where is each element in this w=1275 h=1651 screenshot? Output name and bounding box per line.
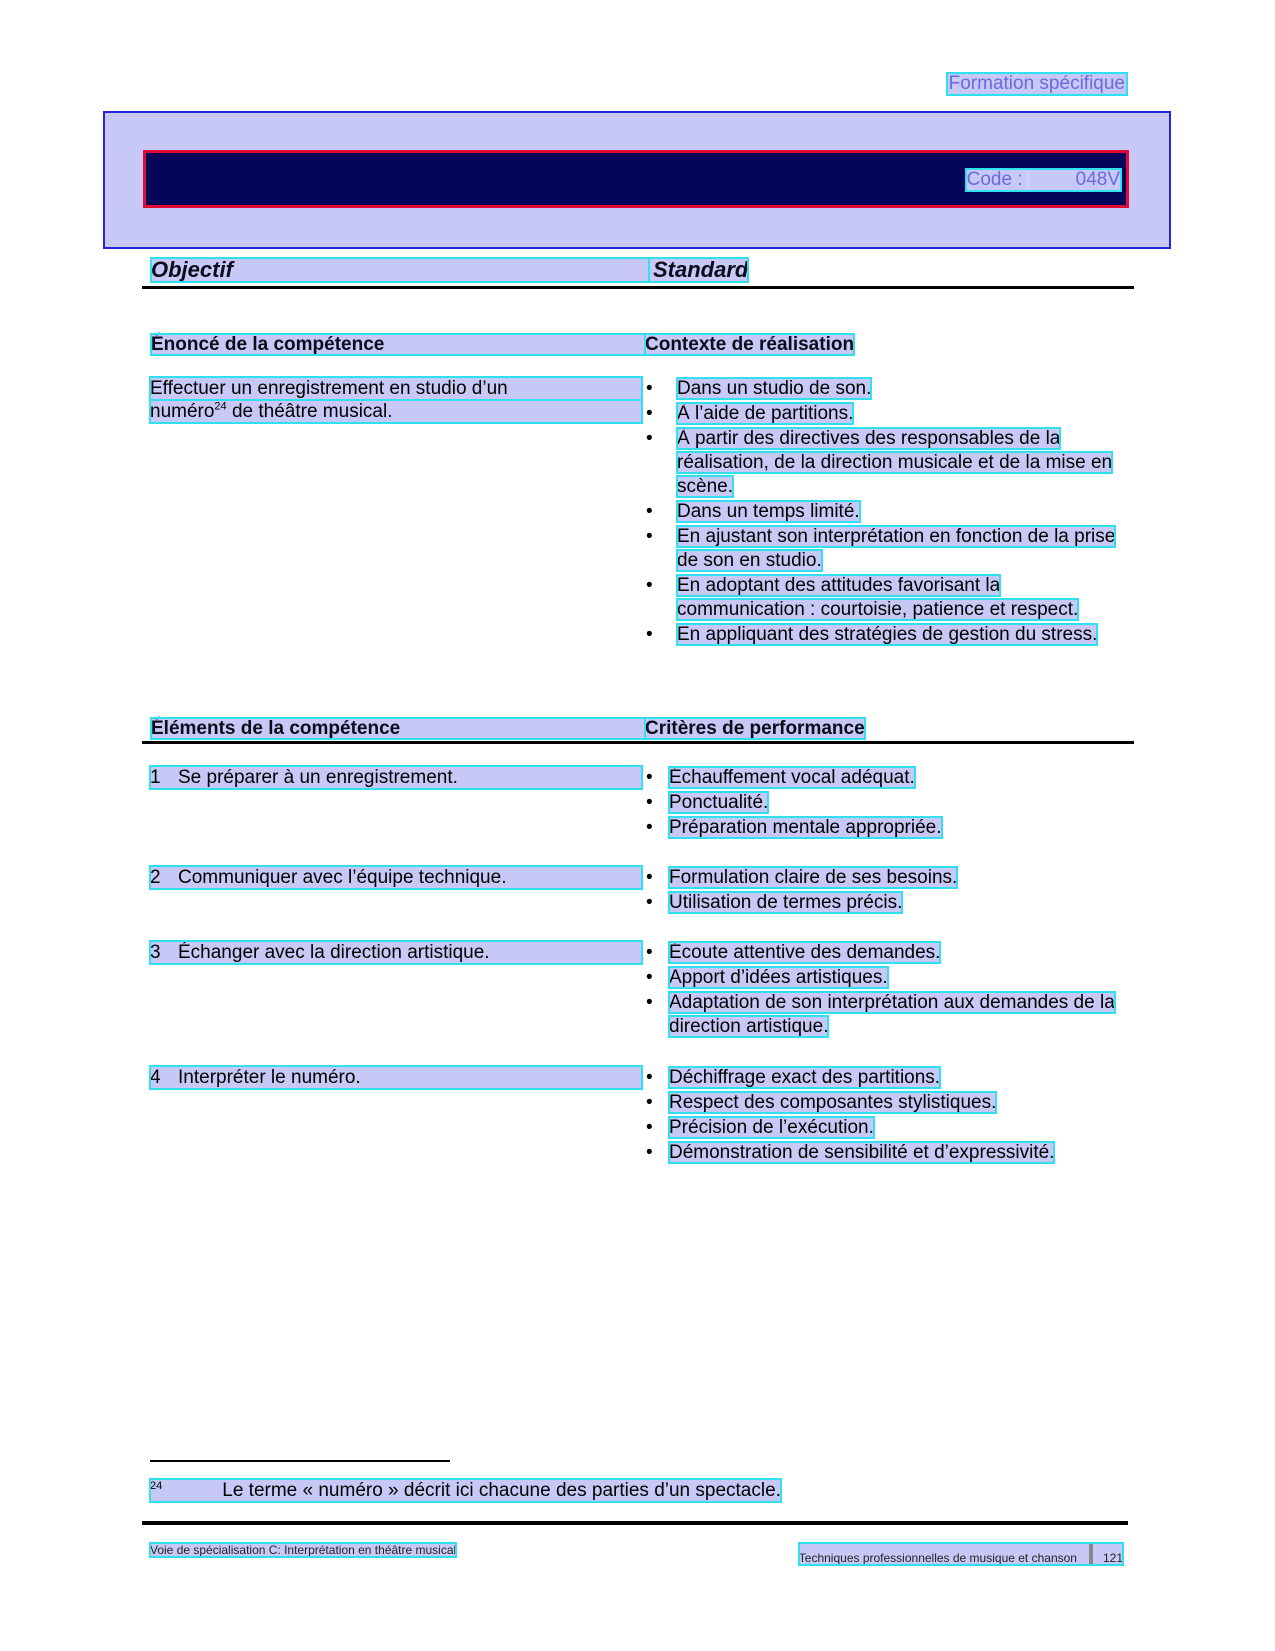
code-label: Code : <box>966 169 1023 190</box>
criteria-list-3 <box>646 941 1126 1040</box>
criterion-text: Démonstration de sensibilité et d’expressivité. <box>669 1142 1055 1163</box>
criteria-list-2 <box>646 866 1126 916</box>
context-item-text: À l’aide de partitions. <box>677 403 854 424</box>
footnote-ref-24: 24 <box>214 400 227 413</box>
list-item <box>646 1091 1126 1115</box>
statement-line-1: Effectuer un enregistrement en studio d’un <box>150 377 642 400</box>
context-item-text: Dans un temps limité. <box>677 501 860 522</box>
list-item <box>646 500 1126 524</box>
list-item <box>646 866 1126 890</box>
element-label: Échanger avec la direction artistique. <box>178 942 490 963</box>
statement-line-2 <box>150 400 642 423</box>
code-value: 048V <box>1075 169 1120 190</box>
context-item-text: En adoptant des attitudes favorisant la communication : courtoisie, patience et respect. <box>677 575 1079 620</box>
list-item <box>646 891 1126 915</box>
statement-line-2-pre: numéro <box>150 401 215 422</box>
element-number: 1 <box>150 767 161 788</box>
list-item <box>646 377 1126 401</box>
list-item <box>646 966 1126 990</box>
elements-heading: Éléments de la compétence <box>151 718 645 739</box>
criterion-text: Utilisation de termes précis. <box>669 892 903 913</box>
standard-heading: Standard <box>649 258 748 282</box>
footnote-number: 24 <box>150 1479 163 1492</box>
list-item <box>646 766 1126 790</box>
list-item <box>646 991 1126 1039</box>
elements-rule <box>142 741 1134 744</box>
footnote-rule <box>150 1460 450 1462</box>
criterion-text: Ponctualité. <box>669 792 769 813</box>
footer-left: Voie de spécialisation C: Interprétation en théâtre musical <box>150 1543 457 1557</box>
element-label: Se préparer à un enregistrement. <box>178 767 458 788</box>
criterion-text: Formulation claire de ses besoins. <box>669 867 958 888</box>
page-number: 121 <box>1102 1551 1123 1565</box>
element-4 <box>150 1066 642 1089</box>
list-item <box>646 623 1126 647</box>
element-label: Interpréter le numéro. <box>178 1067 361 1088</box>
criterion-text: Déchiffrage exact des partitions. <box>669 1067 941 1088</box>
element-2 <box>150 866 642 889</box>
footer-right <box>799 1543 1123 1565</box>
context-item-text: À partir des directives des responsables de la réalisation, de la direction musicale et de la mise en scène. <box>677 428 1113 497</box>
code-separator <box>1026 171 1030 189</box>
objective-heading: Objectif <box>151 258 649 282</box>
criterion-text: Apport d’idées artistiques. <box>669 967 888 988</box>
footer-rule <box>142 1521 1128 1525</box>
competency-code <box>966 169 1121 191</box>
element-3 <box>150 941 642 964</box>
competence-statement <box>150 377 642 423</box>
header-label: Formation spécifique <box>948 73 1125 94</box>
title-banner <box>103 111 1171 249</box>
context-item-text: Dans un studio de son. <box>677 378 872 399</box>
statement-heading: Énoncé de la compétence <box>151 334 645 355</box>
criteria-list-1 <box>646 766 1126 841</box>
list-item <box>646 525 1126 573</box>
list-item <box>646 574 1126 622</box>
criterion-text: Écoute attentive des demandes. <box>669 942 941 963</box>
criterion-text: Respect des composantes stylistiques. <box>669 1092 997 1113</box>
context-item-text: En appliquant des stratégies de gestion du stress. <box>677 624 1098 645</box>
element-number: 2 <box>150 867 161 888</box>
element-1 <box>150 766 642 789</box>
statement-line-2-post: de théâtre musical. <box>226 401 393 422</box>
criteria-heading: Critères de performance <box>645 718 865 739</box>
criterion-text: Adaptation de son interprétation aux demandes de la direction artistique. <box>669 992 1115 1037</box>
list-item <box>646 1141 1126 1165</box>
list-item <box>646 1066 1126 1090</box>
context-list <box>646 377 1126 648</box>
criterion-text: Échauffement vocal adéquat. <box>669 767 915 788</box>
list-item <box>646 816 1126 840</box>
footnote-text: Le terme « numéro » décrit ici chacune des parties d’un spectacle. <box>222 1480 781 1501</box>
footer-divider <box>1089 1543 1093 1565</box>
title-banner-bar <box>143 150 1129 208</box>
list-item <box>646 791 1126 815</box>
list-item <box>646 402 1126 426</box>
list-item <box>646 427 1126 499</box>
element-number: 3 <box>150 942 161 963</box>
footer-program: Techniques professionnelles de musique et chanson <box>798 1551 1077 1565</box>
element-label: Communiquer avec l’équipe technique. <box>178 867 507 888</box>
list-item <box>646 1116 1126 1140</box>
list-item <box>646 941 1126 965</box>
criterion-text: Précision de l’exécution. <box>669 1117 874 1138</box>
criteria-list-4 <box>646 1066 1126 1166</box>
context-heading: Contexte de réalisation <box>645 334 855 355</box>
footnote <box>150 1479 781 1502</box>
criterion-text: Préparation mentale appropriée. <box>669 817 942 838</box>
element-number: 4 <box>150 1067 161 1088</box>
heading-rule <box>142 286 1134 289</box>
context-item-text: En ajustant son interprétation en fonction de la prise de son en studio. <box>677 526 1116 571</box>
